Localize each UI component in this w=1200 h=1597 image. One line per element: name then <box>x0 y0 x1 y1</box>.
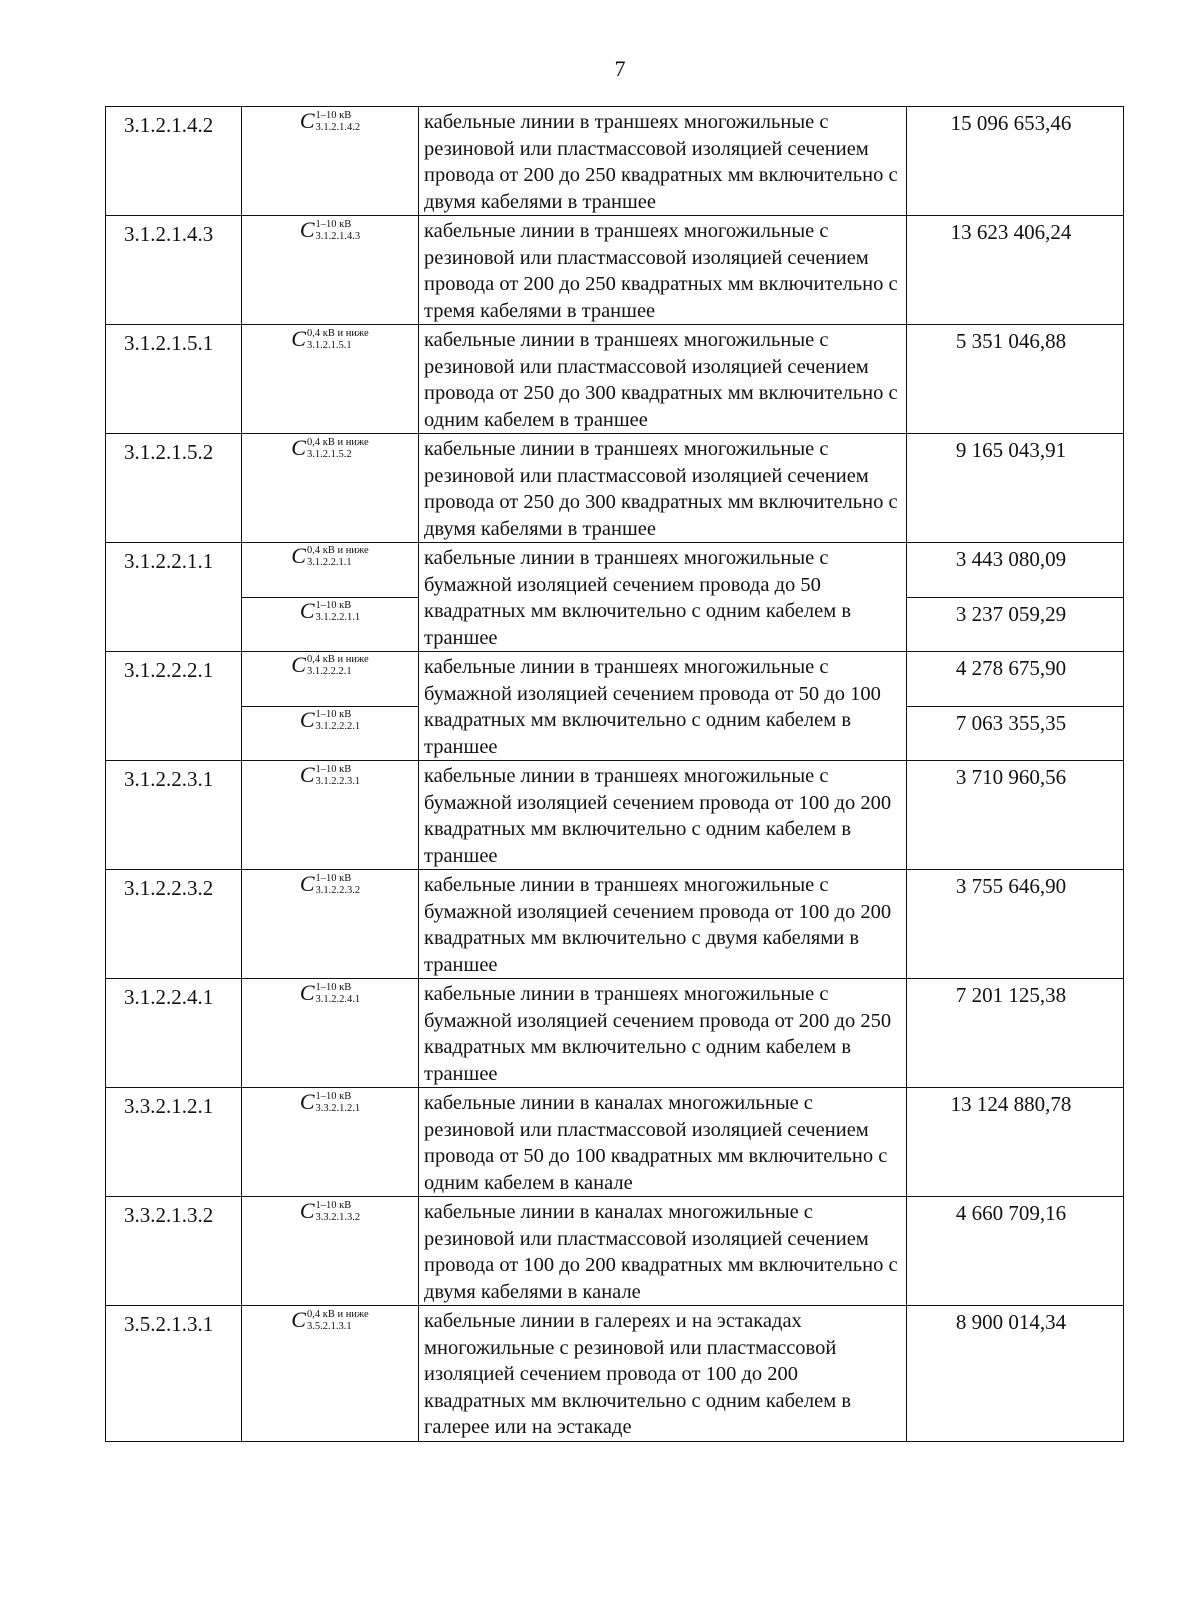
code-subscript: 3.5.2.1.3.1 <box>306 1321 352 1332</box>
voltage-superscript: 1–10 кВ <box>315 599 352 611</box>
table-row <box>106 761 1124 870</box>
rate-symbol <box>242 982 418 1006</box>
row-code: 3.1.2.2.3.2 <box>106 870 242 979</box>
voltage-superscript: 1–10 кВ <box>315 764 352 775</box>
rate-symbol-letter: C <box>291 543 306 568</box>
row-symbol-cell <box>242 652 419 707</box>
rate-symbol <box>242 110 418 134</box>
row-symbol-cell <box>242 216 419 325</box>
row-description: кабельные линии в траншеях многожильные с бумажной изоляцией сечением провода от 200 до 250 квадратных мм включительно с одним кабелем в траншее <box>419 979 907 1088</box>
row-code: 3.1.2.1.4.3 <box>106 216 242 325</box>
rate-symbol-letter: C <box>291 435 306 460</box>
voltage-superscript: 1–10 кВ <box>315 982 352 993</box>
row-symbol-cell <box>242 597 419 652</box>
code-subscript: 3.1.2.1.5.1 <box>306 340 352 351</box>
row-description: кабельные линии в траншеях многожильные с бумажной изоляцией сечением провода от 100 до 200 квадратных мм включительно с двумя кабелями в траншее <box>419 870 907 979</box>
row-value: 3 237 059,29 <box>907 597 1124 652</box>
table-row <box>106 1088 1124 1197</box>
row-symbol-cell <box>242 870 419 979</box>
rate-symbol <box>242 437 418 461</box>
rate-symbol <box>242 328 418 352</box>
row-code: 3.5.2.1.3.1 <box>106 1306 242 1442</box>
code-subscript: 3.1.2.2.1.1 <box>315 611 361 623</box>
table-row <box>106 652 1124 707</box>
voltage-superscript: 0,4 кВ и ниже <box>306 654 369 665</box>
voltage-superscript: 1–10 кВ <box>315 1200 352 1211</box>
tariff-table-body <box>106 107 1124 1442</box>
row-description: кабельные линии в траншеях многожильные с резиновой или пластмассовой изоляцией сечением провода от 200 до 250 квадратных мм включительно с двумя кабелями в траншее <box>419 107 907 216</box>
row-description: кабельные линии в траншеях многожильные с резиновой или пластмассовой изоляцией сечением провода от 250 до 300 квадратных мм включительно с одним кабелем в траншее <box>419 325 907 434</box>
row-description: кабельные линии в траншеях многожильные с резиновой или пластмассовой изоляцией сечением провода от 250 до 300 квадратных мм включительно с двумя кабелями в траншее <box>419 434 907 543</box>
rate-symbol <box>242 1091 418 1115</box>
rate-symbol <box>242 654 418 678</box>
table-row <box>106 434 1124 543</box>
rate-symbol <box>242 1309 418 1333</box>
table-row <box>106 1306 1124 1442</box>
rate-symbol-letter: C <box>299 1089 315 1114</box>
row-symbol-cell <box>242 706 419 761</box>
code-subscript: 3.1.2.2.2.1 <box>306 666 352 677</box>
table-row <box>106 543 1124 598</box>
row-value: 7 063 355,35 <box>907 706 1124 761</box>
row-symbol-cell <box>242 1197 419 1306</box>
voltage-superscript: 0,4 кВ и ниже <box>306 328 369 339</box>
rate-symbol-letter: C <box>299 1198 315 1223</box>
row-code: 3.1.2.2.3.1 <box>106 761 242 870</box>
row-description: кабельные линии в галереях и на эстакадах многожильные с резиновой или пластмассовой изоляцией сечением провода от 100 до 200 квадратных мм включительно с одним кабелем в галерее или на эстакаде <box>419 1306 907 1442</box>
row-code: 3.1.2.1.4.2 <box>106 107 242 216</box>
row-symbol-cell <box>242 434 419 543</box>
voltage-superscript: 0,4 кВ и ниже <box>306 437 369 448</box>
rate-symbol <box>242 219 418 243</box>
rate-symbol-letter: C <box>291 652 306 677</box>
tariff-table <box>105 106 1124 1442</box>
rate-symbol-letter: C <box>291 326 306 351</box>
code-subscript: 3.1.2.2.1.1 <box>306 557 352 568</box>
row-symbol-cell <box>242 1306 419 1442</box>
row-symbol-cell <box>242 761 419 870</box>
table-row <box>106 870 1124 979</box>
row-description: кабельные линии в траншеях многожильные с резиновой или пластмассовой изоляцией сечением провода от 200 до 250 квадратных мм включительно с тремя кабелями в траншее <box>419 216 907 325</box>
row-code: 3.3.2.1.2.1 <box>106 1088 242 1197</box>
row-value: 15 096 653,46 <box>907 107 1124 216</box>
row-symbol-cell <box>242 543 419 598</box>
row-value: 7 201 125,38 <box>907 979 1124 1088</box>
row-value: 8 900 014,34 <box>907 1306 1124 1442</box>
code-subscript: 3.1.2.1.5.2 <box>306 449 352 460</box>
row-value: 5 351 046,88 <box>907 325 1124 434</box>
row-symbol-cell <box>242 1088 419 1197</box>
row-description: кабельные линии в каналах многожильные с резиновой или пластмассовой изоляцией сечением провода от 50 до 100 квадратных мм включительно с одним кабелем в канале <box>419 1088 907 1197</box>
row-code: 3.1.2.1.5.2 <box>106 434 242 543</box>
row-value: 9 165 043,91 <box>907 434 1124 543</box>
rate-symbol-letter: C <box>299 706 315 732</box>
rate-symbol <box>242 597 418 624</box>
rate-symbol <box>242 706 418 733</box>
code-subscript: 3.1.2.2.3.1 <box>315 776 361 787</box>
voltage-superscript: 0,4 кВ и ниже <box>306 545 369 556</box>
table-row <box>106 325 1124 434</box>
voltage-superscript: 1–10 кВ <box>315 1091 352 1102</box>
table-row <box>106 107 1124 216</box>
table-row <box>106 216 1124 325</box>
rate-symbol-letter: C <box>299 871 315 896</box>
rate-symbol-letter: C <box>291 1307 306 1332</box>
rate-symbol <box>242 1200 418 1224</box>
row-code: 3.1.2.2.4.1 <box>106 979 242 1088</box>
row-symbol-cell <box>242 979 419 1088</box>
rate-symbol <box>242 873 418 897</box>
row-value: 13 124 880,78 <box>907 1088 1124 1197</box>
code-subscript: 3.1.2.1.4.2 <box>315 122 361 133</box>
row-value: 3 755 646,90 <box>907 870 1124 979</box>
row-description: кабельные линии в траншеях многожильные с бумажной изоляцией сечением провода до 50 квадратных мм включительно с одним кабелем в траншее <box>419 543 907 652</box>
code-subscript: 3.1.2.2.4.1 <box>315 994 361 1005</box>
code-subscript: 3.1.2.1.4.3 <box>315 231 361 242</box>
code-subscript: 3.1.2.2.3.2 <box>315 885 361 896</box>
rate-symbol-letter: C <box>299 980 315 1005</box>
row-code: 3.3.2.1.3.2 <box>106 1197 242 1306</box>
row-description: кабельные линии в каналах многожильные с резиновой или пластмассовой изоляцией сечением провода от 100 до 200 квадратных мм включительно с двумя кабелями в канале <box>419 1197 907 1306</box>
row-value: 4 278 675,90 <box>907 652 1124 707</box>
row-symbol-cell <box>242 325 419 434</box>
voltage-superscript: 1–10 кВ <box>315 219 352 230</box>
code-subscript: 3.3.2.1.3.2 <box>315 1212 361 1223</box>
row-symbol-cell <box>242 107 419 216</box>
row-description: кабельные линии в траншеях многожильные с бумажной изоляцией сечением провода от 100 до 200 квадратных мм включительно с одним кабелем в траншее <box>419 761 907 870</box>
voltage-superscript: 0,4 кВ и ниже <box>306 1309 369 1320</box>
row-description: кабельные линии в траншеях многожильные с бумажной изоляцией сечением провода от 50 до 100 квадратных мм включительно с одним кабелем в траншее <box>419 652 907 761</box>
row-value: 4 660 709,16 <box>907 1197 1124 1306</box>
row-code: 3.1.2.2.2.1 <box>106 652 242 761</box>
rate-symbol <box>242 545 418 569</box>
code-subscript: 3.3.2.1.2.1 <box>315 1103 361 1114</box>
voltage-superscript: 1–10 кВ <box>315 708 352 720</box>
row-value: 13 623 406,24 <box>907 216 1124 325</box>
rate-symbol-letter: C <box>299 762 315 787</box>
table-row <box>106 979 1124 1088</box>
row-value: 3 710 960,56 <box>907 761 1124 870</box>
row-code: 3.1.2.1.5.1 <box>106 325 242 434</box>
page-number: 7 <box>614 56 626 81</box>
rate-symbol <box>242 764 418 788</box>
rate-symbol-letter: C <box>299 217 315 242</box>
rate-symbol-letter: C <box>299 597 315 623</box>
table-row <box>106 1197 1124 1306</box>
row-value: 3 443 080,09 <box>907 543 1124 598</box>
voltage-superscript: 1–10 кВ <box>315 110 352 121</box>
voltage-superscript: 1–10 кВ <box>315 873 352 884</box>
code-subscript: 3.1.2.2.2.1 <box>315 720 361 732</box>
rate-symbol-letter: C <box>299 108 315 133</box>
row-code: 3.1.2.2.1.1 <box>106 543 242 652</box>
